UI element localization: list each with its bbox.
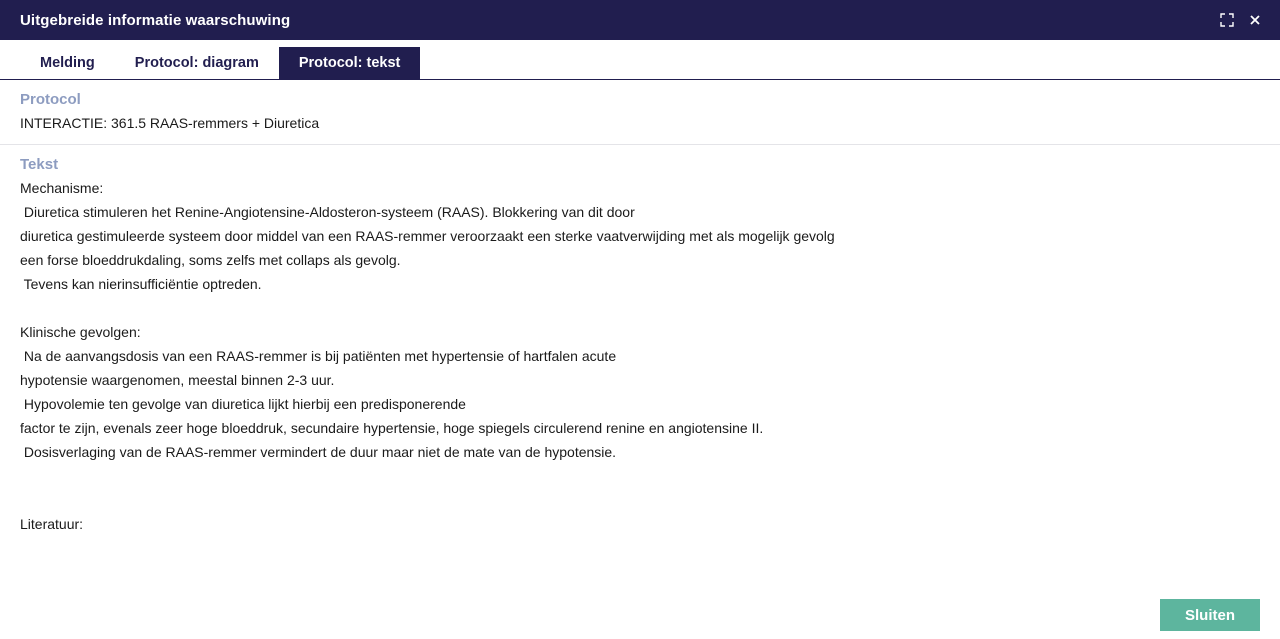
text-body	[20, 176, 1260, 536]
text-line: diuretica gestimuleerde systeem door middel van een RAAS-remmer veroorzaakt een sterke vaatverwijding met als mogelijk gevolg	[20, 228, 835, 244]
dialog-titlebar	[0, 0, 1280, 40]
expand-icon[interactable]	[1220, 13, 1234, 27]
protocol-label: Protocol	[20, 91, 81, 108]
tab-bar	[0, 40, 1280, 80]
window-controls	[1220, 13, 1262, 27]
text-line: Na de aanvangsdosis van een RAAS-remmer is bij patiënten met hypertensie of hartfalen acute	[20, 348, 617, 364]
text-line: hypotensie waargenomen, meestal binnen 2-3 uur.	[20, 372, 335, 388]
tab-melding[interactable]: Melding	[40, 55, 95, 71]
text-line: Klinische gevolgen:	[20, 324, 141, 340]
tab-protocol-tekst[interactable]: Protocol: tekst	[279, 47, 421, 79]
text-line: factor te zijn, evenals zeer hoge bloeddruk, secundaire hypertensie, hoge spiegels circulerend renine en angiotensine II.	[20, 420, 764, 436]
close-icon[interactable]	[1248, 13, 1262, 27]
dialog-title: Uitgebreide informatie waarschuwing	[20, 11, 291, 29]
protocol-section	[20, 90, 319, 134]
text-line: een forse bloeddrukdaling, soms zelfs met collaps als gevolg.	[20, 252, 401, 268]
text-line	[20, 488, 1260, 512]
text-section	[20, 154, 1260, 536]
text-line: Dosisverlaging van de RAAS-remmer vermindert de duur maar niet de mate van de hypotensie.	[20, 444, 617, 460]
section-divider	[0, 144, 1280, 145]
text-line: Diuretica stimuleren het Renine-Angiotensine-Aldosteron-systeem (RAAS). Blokkering van dit door	[20, 204, 635, 220]
text-line: Tevens kan nierinsufficiëntie optreden.	[20, 276, 262, 292]
text-label: Tekst	[20, 156, 59, 173]
text-line: Mechanisme:	[20, 180, 104, 196]
text-line	[20, 296, 1260, 320]
text-line	[20, 464, 1260, 488]
sluiten-button[interactable]: Sluiten	[1160, 599, 1260, 631]
protocol-value: INTERACTIE: 361.5 RAAS-remmers + Diuretica	[20, 115, 320, 131]
tab-protocol-diagram[interactable]: Protocol: diagram	[134, 55, 259, 71]
text-line: Hypovolemie ten gevolge van diuretica lijkt hierbij een predisponerende	[20, 396, 466, 412]
text-line: Literatuur:	[20, 516, 84, 532]
